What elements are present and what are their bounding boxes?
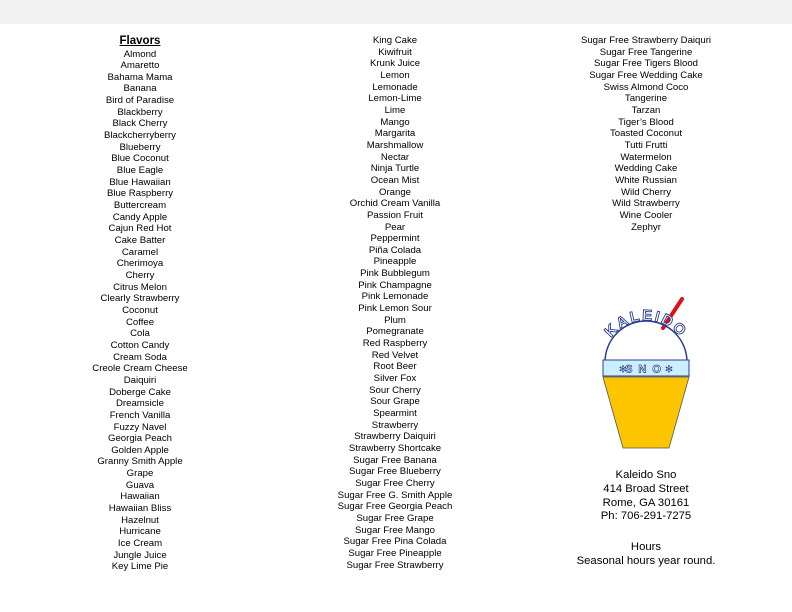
flavor-item: Black Cherry [112, 118, 168, 130]
flavor-item: Ninja Turtle [370, 163, 420, 175]
flavor-column-1 [80, 35, 200, 573]
flavor-item: Tiger’s Blood [618, 116, 674, 128]
flavor-item: Wine Cooler [619, 209, 673, 221]
flavor-item: Krunk Juice [369, 58, 421, 70]
flavor-item: Wild Strawberry [612, 198, 680, 210]
flavor-item: Blue Hawaiian [109, 176, 171, 188]
flavor-item: Red Raspberry [362, 338, 428, 350]
flavor-item: Tarzan [631, 104, 661, 116]
flavor-item: Sour Grape [370, 396, 420, 408]
flavor-item: Sour Cherry [369, 384, 421, 396]
flavor-item: Dreamsicle [116, 398, 164, 410]
business-info [560, 469, 732, 524]
flavor-item: Sugar Free Strawberry Daiquri [580, 35, 712, 46]
flavor-item: Wild Cherry [620, 186, 672, 198]
flavor-item: Lemon-Lime [368, 93, 422, 105]
flavor-item: Grape [126, 468, 154, 480]
flavor-item: Pink Bubblegum [360, 268, 430, 280]
flavor-item: Jungle Juice [113, 549, 167, 561]
flavor-item: Toasted Coconut [610, 128, 682, 140]
flavor-item: Orange [379, 186, 411, 198]
flavor-item: Cake Batter [114, 235, 166, 246]
flavor-item: Sugar Free Strawberry [346, 559, 444, 571]
kaleido-sno-logo [573, 292, 719, 452]
flavor-item: Sugar Free Pineapple [348, 547, 442, 559]
flavor-item: Pink Lemonade [361, 291, 429, 303]
flavor-item: White Russian [615, 174, 677, 186]
flavor-item: Mango [380, 116, 410, 128]
flavor-item: Kiwifruit [378, 46, 412, 58]
flavor-item: French Vanilla [109, 409, 171, 421]
flavor-item: Blue Eagle [116, 165, 164, 177]
flavor-item: Cola [130, 328, 150, 340]
flavor-item: Cotton Candy [110, 339, 170, 351]
flavor-item: Sugar Free Pina Colada [343, 536, 447, 548]
flavor-item: Coffee [125, 316, 155, 328]
flavor-item: Ocean Mist [370, 174, 420, 186]
flavor-item: Cherimoya [116, 258, 164, 270]
flavor-item: Creole Cream Cheese [92, 363, 188, 375]
flavors-heading: Flavors [119, 35, 161, 47]
flavor-item: Pink Lemon Sour [358, 303, 432, 315]
flavor-item: Lemon [380, 69, 410, 81]
flavor-item: Nectar [380, 151, 410, 163]
flavor-item: Cherry [125, 269, 155, 281]
business-city: Rome, GA 30161 [602, 496, 690, 509]
flavor-item: Sugar Free Georgia Peach [337, 501, 453, 513]
flavor-item: Swiss Almond Coco [603, 81, 689, 93]
flavor-item: Coconut [122, 304, 158, 316]
flavor-item: Bird of Paradise [105, 95, 175, 107]
flavor-item: Pineapple [373, 256, 417, 268]
flavor-item: Red Velvet [371, 349, 419, 361]
flavor-item: Citrus Melon [113, 281, 167, 293]
flavor-column-3 [560, 35, 732, 233]
flavor-item: Doberge Cake [109, 386, 171, 398]
flavor-item: Hawaiian Bliss [108, 503, 172, 515]
flavor-item: Sugar Free G. Smith Apple [337, 489, 453, 501]
flavor-item: Buttercream [113, 200, 167, 212]
flavor-item: Cajun Red Hot [108, 223, 172, 235]
flavor-item: Strawberry Daiquiri [354, 431, 436, 443]
flavor-item: Blackberry [117, 106, 163, 118]
flavor-item: Candy Apple [112, 211, 168, 223]
flavor-item: Hawaiian [120, 491, 160, 503]
hours-info [560, 541, 732, 569]
flavor-item: Blue Raspberry [106, 188, 174, 200]
flavor-item: Sugar Free Banana [353, 454, 437, 466]
hours-heading: Hours [630, 541, 662, 553]
flavor-item: Caramel [121, 246, 159, 258]
flavor-column-2 [320, 35, 470, 571]
snowflake-icon: ✻ [664, 364, 674, 376]
flavor-item: King Cake [372, 35, 418, 46]
flavor-item: Spearmint [373, 408, 417, 419]
flavor-item: Sugar Free Wedding Cake [589, 69, 703, 81]
flavor-item: Lime [384, 104, 406, 116]
flavor-item: Zephyr [631, 221, 661, 233]
flavor-item: Golden Apple [111, 444, 169, 456]
flavor-item: Tangerine [624, 93, 668, 105]
flavor-item: Key Lime Pie [111, 561, 169, 573]
flavor-item: Watermelon [620, 151, 672, 163]
flavor-item: Hazelnut [121, 514, 159, 526]
flavor-item: Clearly Strawberry [100, 293, 180, 305]
hours-text: Seasonal hours year round. [576, 554, 716, 567]
flavor-item: Cream Soda [113, 351, 167, 363]
flavor-item: Wedding Cake [614, 163, 678, 175]
logo-top-text: KALEIDO [601, 306, 691, 341]
flavor-item: Pear [384, 221, 406, 233]
business-phone: Ph: 706-291-7275 [600, 510, 692, 523]
flavor-item: Sugar Free Tigers Blood [594, 58, 698, 70]
flavor-item: Peppermint [370, 233, 420, 245]
flavor-item: Sugar Free Mango [355, 524, 435, 536]
flavor-item: Blackcherryberry [104, 130, 176, 142]
flavor-item: Piña Colada [368, 244, 422, 256]
flavor-item: Strawberry Shortcake [348, 442, 442, 454]
flavor-item: Fuzzy Navel [113, 421, 167, 433]
flavor-item: Georgia Peach [108, 433, 172, 445]
flavor-item: Hurricane [119, 526, 161, 538]
flavor-item: Plum [384, 314, 406, 326]
flavor-item: Sugar Free Cherry [355, 477, 435, 489]
flavor-item: Ice Cream [117, 538, 163, 550]
logo-bottom-text: SNO [625, 363, 667, 376]
flavor-item: Sugar Free Blueberry [349, 466, 441, 478]
flavor-item: Root Beer [373, 361, 417, 373]
flavor-item: Sugar Free Grape [356, 512, 434, 524]
flavor-item: Amaretto [120, 60, 160, 72]
flavor-item: Banana [123, 83, 157, 95]
flavor-item: Orchid Cream Vanilla [349, 198, 441, 210]
flavor-item: Blue Coconut [111, 153, 169, 165]
flavor-item: Strawberry [371, 419, 419, 431]
viewer-top-bar [0, 0, 792, 24]
flavor-item: Lemonade [372, 81, 418, 93]
flavor-item: Guava [125, 479, 155, 491]
flavor-item: Margarita [374, 128, 416, 140]
flavor-item: Sugar Free Tangerine [599, 46, 693, 58]
flavor-item: Granny Smith Apple [97, 456, 183, 468]
flavor-item: Pomegranate [366, 326, 424, 338]
flavor-item: Tutti Frutti [624, 139, 668, 151]
flavor-item: Pink Champagne [358, 279, 432, 291]
flavor-item: Blueberry [119, 141, 161, 153]
flavor-item: Marshmallow [366, 139, 424, 151]
snowflake-icon: ✻ [618, 364, 628, 376]
flavor-item: Passion Fruit [367, 209, 423, 221]
flavor-item: Bahama Mama [107, 71, 173, 83]
flavor-item: Almond [123, 48, 157, 60]
business-street: 414 Broad Street [603, 482, 689, 495]
business-name: Kaleido Sno [615, 469, 677, 481]
flavor-item: Silver Fox [373, 373, 417, 385]
flavor-item: Daiquiri [123, 374, 157, 386]
